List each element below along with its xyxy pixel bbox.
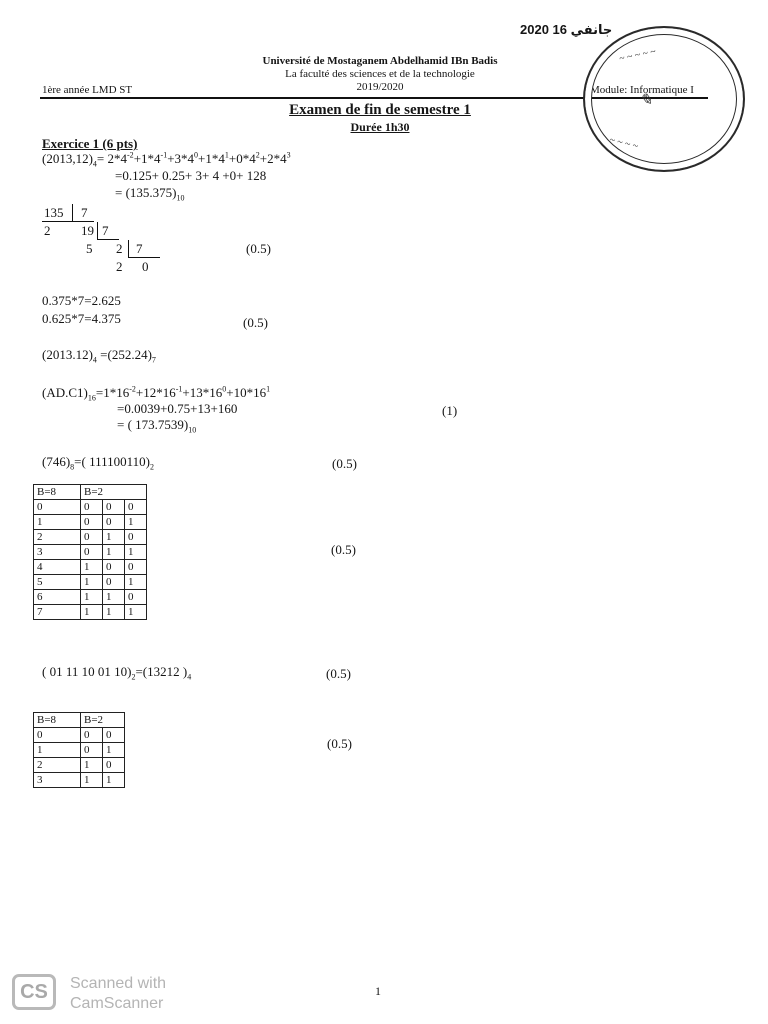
hex-line-1: $(AD.C1)_{16}=1*16^{-2}+12*16^{-1}+13*16^0+10*16^1$ bbox=[42, 384, 271, 403]
table-row bbox=[34, 605, 147, 620]
base4-line: ( 01 11 10 01 $10)_2=(13212$ )$_4$ bbox=[42, 664, 192, 682]
table-cell: 0 bbox=[81, 545, 103, 560]
table-cell: 1 bbox=[125, 515, 147, 530]
table-cell: 1 bbox=[125, 605, 147, 620]
table-cell: 0 bbox=[125, 500, 147, 515]
conversion-line-2: =0.125+ 0.25+ 3+ 4 +0+ 128 bbox=[115, 168, 267, 183]
table-cell: 0 bbox=[81, 728, 103, 743]
table-cell: 0 bbox=[103, 500, 125, 515]
table-row bbox=[34, 530, 147, 545]
division-remainder: 5 bbox=[86, 241, 93, 256]
conversion-line-1: $(2013,12)_4= 2*4^{-2}+1*4^{-1}+3*4^0+1*4^1+0*4^2+2*4^3$ bbox=[42, 150, 291, 169]
table-row bbox=[34, 560, 147, 575]
division-quotient: 19 bbox=[81, 223, 94, 238]
table-cell: 0 bbox=[81, 743, 103, 758]
division-quotient: 2 bbox=[116, 241, 123, 256]
table-row bbox=[34, 500, 147, 515]
table-cell: 0 bbox=[34, 728, 81, 743]
header-cell: B=2 bbox=[81, 485, 147, 500]
table-cell: 0 bbox=[103, 728, 125, 743]
score-table-1: (0.5) bbox=[331, 542, 356, 557]
exercise-title: Exercice 1 (6 pts) bbox=[42, 136, 138, 151]
table-cell: 1 bbox=[103, 590, 125, 605]
score-fraction: (0.5) bbox=[243, 315, 268, 330]
module-label: Module: Informatique I bbox=[590, 84, 694, 96]
division-quotient: 0 bbox=[142, 259, 149, 274]
table-header-row bbox=[34, 485, 147, 500]
result-line: $(2013.12)_4 =(252.24)_7$ bbox=[42, 347, 156, 365]
table-cell: 7 bbox=[34, 605, 81, 620]
table-row bbox=[34, 545, 147, 560]
table-header-row bbox=[34, 713, 125, 728]
date-stamp: 2020 جانفي 16 bbox=[520, 22, 613, 37]
table-cell: 1 bbox=[125, 575, 147, 590]
division-remainder: 2 bbox=[116, 259, 123, 274]
camscanner-logo-icon: CS bbox=[12, 974, 56, 1010]
table-cell: 1 bbox=[103, 605, 125, 620]
scanner-line-1: Scanned with bbox=[70, 975, 167, 992]
table-cell: 1 bbox=[81, 773, 103, 788]
header-cell: B=8 bbox=[34, 713, 81, 728]
table-cell: 1 bbox=[34, 743, 81, 758]
table-cell: 6 bbox=[34, 590, 81, 605]
faculty-name: La faculté des sciences et de la technologie bbox=[285, 68, 475, 80]
table-cell: 1 bbox=[81, 605, 103, 620]
hex-line-3: = ( $173.7539)_{10}$ bbox=[117, 417, 197, 435]
table-cell: 4 bbox=[34, 560, 81, 575]
exam-title: Examen de fin de semestre 1 bbox=[289, 102, 471, 118]
conversion-line-3: = $(135.375)_{10}$ bbox=[115, 185, 185, 203]
table-cell: 1 bbox=[81, 758, 103, 773]
table-cell: 1 bbox=[103, 530, 125, 545]
table-row bbox=[34, 743, 125, 758]
exam-duration: Durée 1h30 bbox=[350, 120, 410, 134]
score-table-2: (0.5) bbox=[327, 736, 352, 751]
table-cell: 3 bbox=[34, 773, 81, 788]
table-cell: 0 bbox=[103, 515, 125, 530]
table-cell: 0 bbox=[103, 758, 125, 773]
table-cell: 2 bbox=[34, 758, 81, 773]
table-cell: 0 bbox=[81, 530, 103, 545]
base4-binary-table bbox=[33, 712, 125, 788]
level-label: 1ère année LMD ST bbox=[42, 84, 133, 96]
division-divisor: 7 bbox=[136, 241, 143, 256]
fraction-line-2: 0.625*7=4.375 bbox=[42, 311, 121, 326]
official-stamp-icon: ~ ~ ~ ~ ~ ✎ ~ ~ ~ ~ bbox=[583, 26, 745, 172]
academic-year: 2019/2020 bbox=[356, 81, 404, 93]
score-hex: (1) bbox=[442, 403, 458, 418]
division-divisor: 7 bbox=[102, 223, 109, 238]
table-cell: 0 bbox=[125, 590, 147, 605]
table-cell: 3 bbox=[34, 545, 81, 560]
table-cell: 0 bbox=[125, 560, 147, 575]
table-cell: 1 bbox=[81, 590, 103, 605]
table-row bbox=[34, 575, 147, 590]
table-cell: 1 bbox=[103, 743, 125, 758]
table-row bbox=[34, 515, 147, 530]
fraction-line-1: 0.375*7=2.625 bbox=[42, 293, 121, 308]
table-cell: 1 bbox=[103, 545, 125, 560]
table-cell: 0 bbox=[34, 500, 81, 515]
page-number: 1 bbox=[375, 984, 381, 998]
table-row bbox=[34, 758, 125, 773]
division-divisor: 7 bbox=[81, 205, 88, 220]
table-cell: 2 bbox=[34, 530, 81, 545]
table-cell: 0 bbox=[81, 515, 103, 530]
octal-line: $(746)_8=$( $111100110)_2$ bbox=[42, 454, 154, 472]
table-row bbox=[34, 728, 125, 743]
scanner-line-2: CamScanner bbox=[70, 995, 164, 1012]
table-cell: 0 bbox=[103, 560, 125, 575]
table-cell: 1 bbox=[81, 575, 103, 590]
division-number: 135 bbox=[44, 205, 64, 220]
score-base4: (0.5) bbox=[326, 666, 351, 681]
table-cell: 1 bbox=[103, 773, 125, 788]
score-octal: (0.5) bbox=[332, 456, 357, 471]
table-row bbox=[34, 773, 125, 788]
header-cell: B=8 bbox=[34, 485, 81, 500]
division-remainder: 2 bbox=[44, 223, 51, 238]
hex-line-2: =0.0039+0.75+13+160 bbox=[117, 401, 238, 416]
octal-binary-table bbox=[33, 484, 147, 620]
table-cell: 1 bbox=[125, 545, 147, 560]
table-cell: 5 bbox=[34, 575, 81, 590]
table-cell: 1 bbox=[81, 560, 103, 575]
table-cell: 0 bbox=[125, 530, 147, 545]
camscanner-watermark bbox=[70, 974, 166, 1014]
table-row bbox=[34, 590, 147, 605]
university-name: Université de Mostaganem Abdelhamid IBn Badis bbox=[262, 55, 498, 67]
score-division: (0.5) bbox=[246, 241, 271, 256]
table-cell: 1 bbox=[34, 515, 81, 530]
header-cell: B=2 bbox=[81, 713, 125, 728]
table-cell: 0 bbox=[81, 500, 103, 515]
table-cell: 0 bbox=[103, 575, 125, 590]
